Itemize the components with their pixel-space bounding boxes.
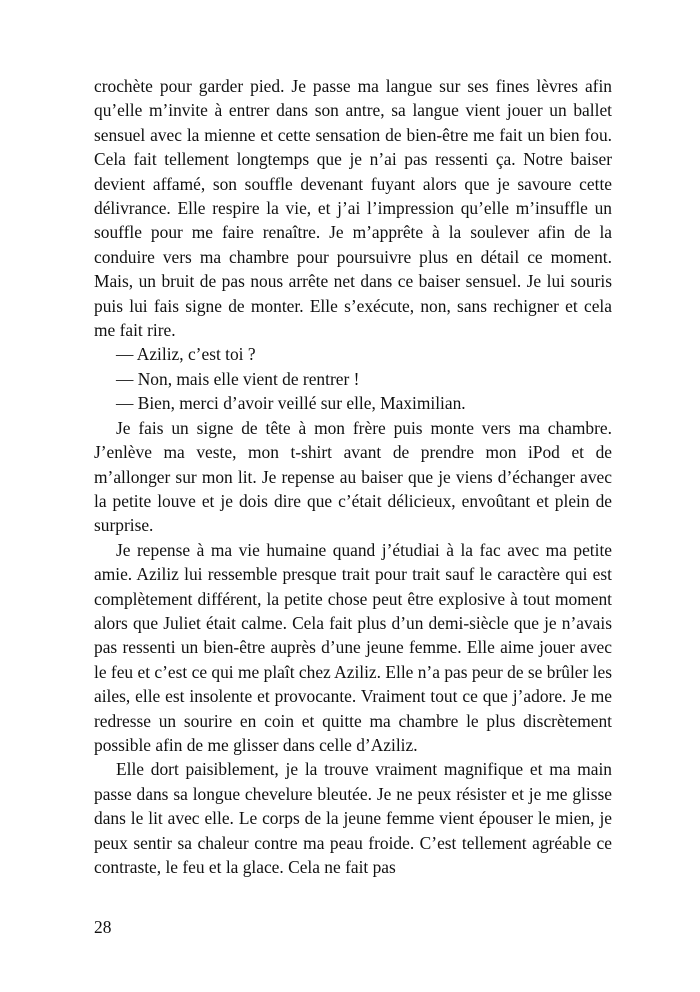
- dialogue-line: — Non, mais elle vient de rentrer !: [116, 368, 360, 389]
- paragraph: Elle dort paisiblement, je la trouve vraiment magnifique et ma main passe dans sa longue chevelure bleutée. Je ne peux résister et je me glisse dans le lit avec elle. Le corps de la jeune femme vient épouser le mien, je peux sentir sa chaleur contre ma peau froide. C’est tellement agréable ce contraste, le feu et la glace. Cela ne fait pas: [94, 759, 612, 877]
- page-body: [94, 74, 612, 879]
- page-number: 28: [94, 917, 112, 937]
- paragraph: Je fais un signe de tête à mon frère puis monte vers ma chambre. J’enlève ma veste, mon t-shirt avant de prendre mon iPod et de m’allonger sur mon lit. Je repense au baiser que je viens d’échanger avec la petite louve et je dois dire que c’était délicieux, envoûtant et plein de surprise.: [94, 417, 612, 536]
- paragraph: Je repense à ma vie humaine quand j’étudiai à la fac avec ma petite amie. Aziliz lui ressemble presque trait pour trait sauf le caractère qui est complètement différent, la petite chose peut être explosive à tout moment alors que Juliet était calme. Cela fait plus d’un demi-siècle que je n’avais pas ressenti un bien-être auprès d’une jeune femme. Elle aime jouer avec le feu et c’est ce qui me plaît chez Aziliz. Elle n’a pas peur de se brûler les ailes, elle est insolente et provocante. Vraiment tout ce que j’adore. Je me redresse un sourire en coin et quitte ma chambre le plus discrètement possible afin de me glisser dans celle d’Aziliz.: [94, 539, 612, 755]
- dialogue-line: — Aziliz, c’est toi ?: [116, 344, 256, 365]
- paragraph: crochète pour garder pied. Je passe ma langue sur ses fines lèvres afin qu’elle m’invite à entrer dans son antre, sa langue vient jouer un ballet sensuel avec la mienne et cette sensation de bien-être me fait un bien fou. Cela fait tellement longtemps que je n’ai pas ressenti ça. Notre baiser devient affamé, son souffle devenant fuyant alors que je savoure cette délivrance. Elle respire la vie, et j’ai l’impression qu’elle m’insuffle un souffle pour me faire renaître. Je m’apprête à la soulever afin de la conduire vers ma chambre pour poursuivre plus en détail ce moment. Mais, un bruit de pas nous arrête net dans ce baiser sensuel. Je lui souris puis lui fais signe de monter. Elle s’exécute, non, sans rechigner et cela me fait rire.: [94, 76, 612, 341]
- dialogue-line: — Bien, merci d’avoir veillé sur elle, Maximilian.: [116, 393, 466, 414]
